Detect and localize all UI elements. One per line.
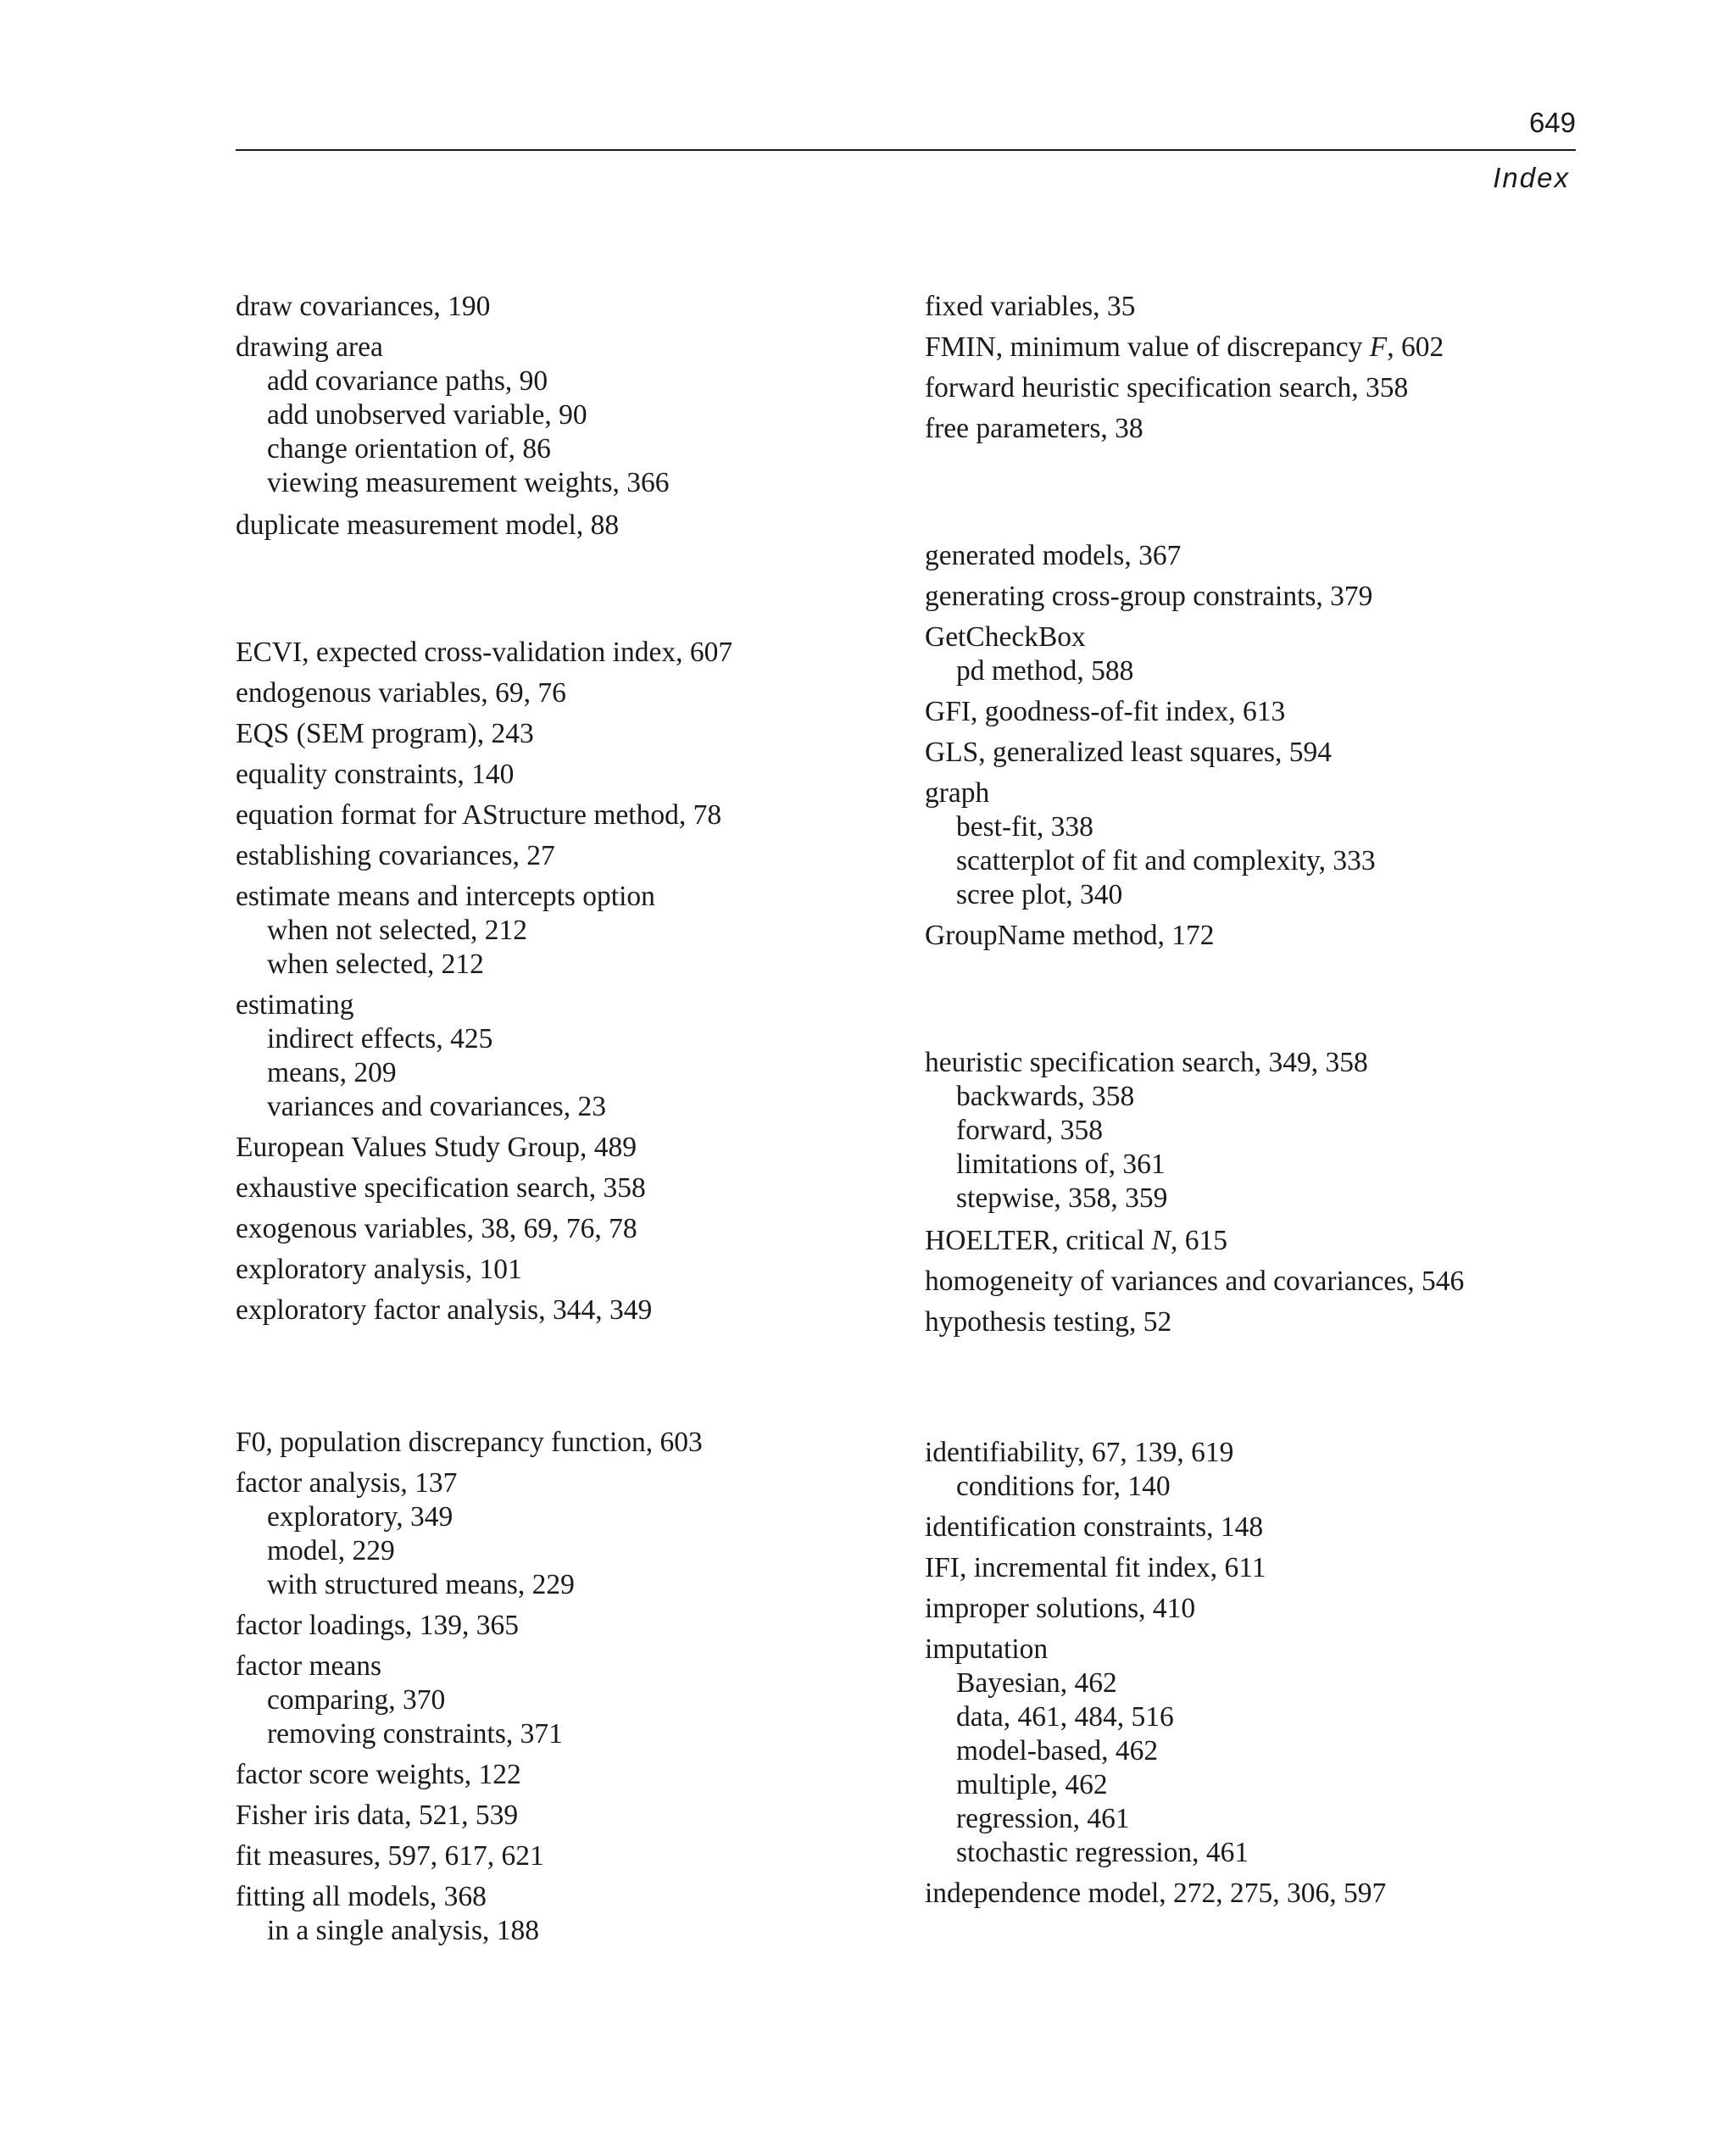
index-main-term: Fisher iris data, 521, 539	[236, 1800, 519, 1831]
index-entry	[925, 1436, 1233, 1504]
index-entry	[925, 580, 1372, 614]
index-entry	[236, 839, 555, 873]
index-entry	[236, 290, 490, 324]
index-main-term: GetCheckBox	[925, 621, 1086, 653]
header-rule	[236, 149, 1576, 151]
index-entry	[925, 1265, 1464, 1299]
index-main-term: hypothesis testing, 52	[925, 1306, 1172, 1338]
index-entry	[925, 1305, 1171, 1339]
index-main-term: heuristic specification search, 349, 358	[925, 1047, 1368, 1078]
index-main-term: identifiability, 67, 139, 619	[925, 1437, 1234, 1468]
index-subterm: model, 229	[267, 1535, 395, 1566]
index-entry	[236, 717, 534, 751]
index-entry	[925, 1046, 1368, 1216]
index-subterm: when selected, 212	[267, 949, 484, 980]
index-entry	[236, 636, 732, 670]
index-subterm: means, 209	[267, 1057, 397, 1088]
index-main-term: improper solutions, 410	[925, 1593, 1196, 1624]
index-main-term: factor loadings, 139, 365	[236, 1610, 520, 1641]
index-main-term: generating cross-group constraints, 379	[925, 581, 1373, 612]
index-entry	[925, 919, 1214, 953]
index-subterm: in a single analysis, 188	[267, 1915, 539, 1946]
index-subterm: conditions for, 140	[956, 1471, 1171, 1502]
index-subterm: scree plot, 340	[956, 879, 1123, 910]
index-subterm: indirect effects, 425	[267, 1023, 493, 1054]
index-main-term: IFI, incremental fit index, 611	[925, 1552, 1266, 1583]
index-main-term: drawing area	[236, 331, 383, 363]
running-header-section: Index	[1493, 162, 1570, 193]
index-entry	[925, 290, 1135, 324]
index-entry	[925, 1224, 1227, 1258]
index-entry	[236, 798, 721, 832]
index-entry	[236, 1131, 637, 1165]
index-entry	[236, 509, 619, 542]
index-main-term: estimating	[236, 989, 354, 1021]
index-subterm: limitations of, 361	[956, 1149, 1166, 1180]
index-subterm: exploratory, 349	[267, 1501, 453, 1533]
index-entry	[925, 331, 1444, 364]
index-main-term: fixed variables, 35	[925, 291, 1136, 322]
index-main-term: duplicate measurement model, 88	[236, 509, 620, 541]
index-main-term: graph	[925, 777, 990, 809]
index-subterm: stochastic regression, 461	[956, 1837, 1249, 1868]
index-main-term: F0, population discrepancy function, 603	[236, 1427, 703, 1458]
index-entry	[925, 1633, 1249, 1870]
index-main-term: identification constraints, 148	[925, 1511, 1264, 1543]
index-main-term: factor analysis, 137	[236, 1467, 458, 1499]
index-entry	[236, 1253, 522, 1287]
index-entry	[236, 758, 514, 792]
index-entry	[925, 371, 1408, 405]
index-entry	[236, 1609, 519, 1643]
italic-symbol: N	[1151, 1225, 1171, 1256]
index-subterm: with structured means, 229	[267, 1569, 575, 1600]
index-main-term: homogeneity of variances and covariances, 546	[925, 1266, 1465, 1297]
index-main-term: establishing covariances, 27	[236, 840, 555, 871]
index-main-term: exhaustive specification search, 358	[236, 1172, 646, 1204]
index-main-term: EQS (SEM program), 243	[236, 718, 534, 749]
index-main-term: independence model, 272, 275, 306, 597	[925, 1878, 1387, 1909]
index-subterm: regression, 461	[956, 1803, 1130, 1834]
index-subterm: pd method, 588	[956, 655, 1134, 687]
index-main-term: fitting all models, 368	[236, 1881, 487, 1912]
index-main-term: fit measures, 597, 617, 621	[236, 1840, 544, 1872]
index-subterm: when not selected, 212	[267, 915, 527, 946]
index-subterm: forward, 358	[956, 1115, 1104, 1146]
index-main-term: GLS, generalized least squares, 594	[925, 737, 1333, 768]
index-entry	[236, 1212, 637, 1246]
index-main-term: generated models, 367	[925, 540, 1182, 571]
index-subterm: multiple, 462	[956, 1769, 1108, 1800]
index-entry	[236, 880, 655, 982]
index-main-term: imputation	[925, 1633, 1049, 1665]
index-subterm: Bayesian, 462	[956, 1667, 1117, 1699]
index-main-term: forward heuristic specification search, 358	[925, 372, 1409, 403]
index-entry	[925, 620, 1133, 688]
index-entry	[236, 1758, 521, 1792]
index-entry	[925, 695, 1285, 729]
index-subterm: scatterplot of fit and complexity, 333	[956, 845, 1376, 876]
index-main-term: factor score weights, 122	[236, 1759, 521, 1790]
index-entry	[925, 736, 1332, 770]
index-main-term: draw covariances, 190	[236, 291, 491, 322]
index-subterm: variances and covariances, 23	[267, 1091, 606, 1122]
index-entry	[236, 1171, 646, 1205]
index-main-term: endogenous variables, 69, 76	[236, 677, 566, 709]
index-entry	[925, 1511, 1263, 1544]
index-entry	[236, 1426, 703, 1460]
index-main-term: exploratory factor analysis, 344, 349	[236, 1294, 653, 1326]
index-subterm: data, 461, 484, 516	[956, 1701, 1174, 1733]
index-subterm: comparing, 370	[267, 1684, 446, 1716]
index-main-term: equality constraints, 140	[236, 759, 515, 790]
index-entry	[236, 1799, 518, 1833]
index-subterm: add covariance paths, 90	[267, 365, 548, 397]
index-subterm: stepwise, 358, 359	[956, 1182, 1168, 1214]
index-main-term: FMIN, minimum value of discrepancy F, 602	[925, 331, 1444, 363]
index-entry	[925, 539, 1181, 573]
index-entry	[925, 1592, 1195, 1626]
index-main-term: exploratory analysis, 101	[236, 1254, 522, 1285]
index-main-term: HOELTER, critical N, 615	[925, 1225, 1227, 1256]
index-main-term: GroupName method, 172	[925, 920, 1215, 951]
index-main-term: GFI, goodness-of-fit index, 613	[925, 696, 1286, 727]
index-main-term: estimate means and intercepts option	[236, 881, 655, 912]
index-entry	[236, 1650, 563, 1751]
index-entry	[925, 412, 1143, 446]
index-entry	[236, 988, 606, 1124]
index-subterm: backwards, 358	[956, 1081, 1135, 1112]
index-entry	[236, 1880, 539, 1948]
index-entry	[236, 676, 566, 710]
index-entry	[925, 1877, 1386, 1911]
index-entry	[236, 1294, 652, 1327]
index-main-term: ECVI, expected cross-validation index, 607	[236, 637, 733, 668]
index-main-term: equation format for AStructure method, 78	[236, 799, 722, 831]
index-subterm: model-based, 462	[956, 1735, 1159, 1767]
index-subterm: change orientation of, 86	[267, 433, 551, 465]
index-entry	[925, 1551, 1266, 1585]
index-subterm: viewing measurement weights, 366	[267, 467, 670, 498]
index-entry	[236, 1839, 544, 1873]
page-number: 649	[1528, 107, 1576, 138]
index-subterm: removing constraints, 371	[267, 1718, 563, 1750]
index-main-term: exogenous variables, 38, 69, 76, 78	[236, 1213, 637, 1244]
index-main-term: European Values Study Group, 489	[236, 1132, 637, 1163]
index-entry	[236, 331, 669, 500]
index-subterm: best-fit, 338	[956, 811, 1093, 843]
index-entry	[925, 776, 1376, 912]
italic-symbol: F	[1369, 331, 1388, 363]
index-entry	[236, 1466, 575, 1602]
index-main-term: factor means	[236, 1650, 382, 1682]
index-subterm: add unobserved variable, 90	[267, 399, 587, 431]
index-main-term: free parameters, 38	[925, 413, 1143, 444]
